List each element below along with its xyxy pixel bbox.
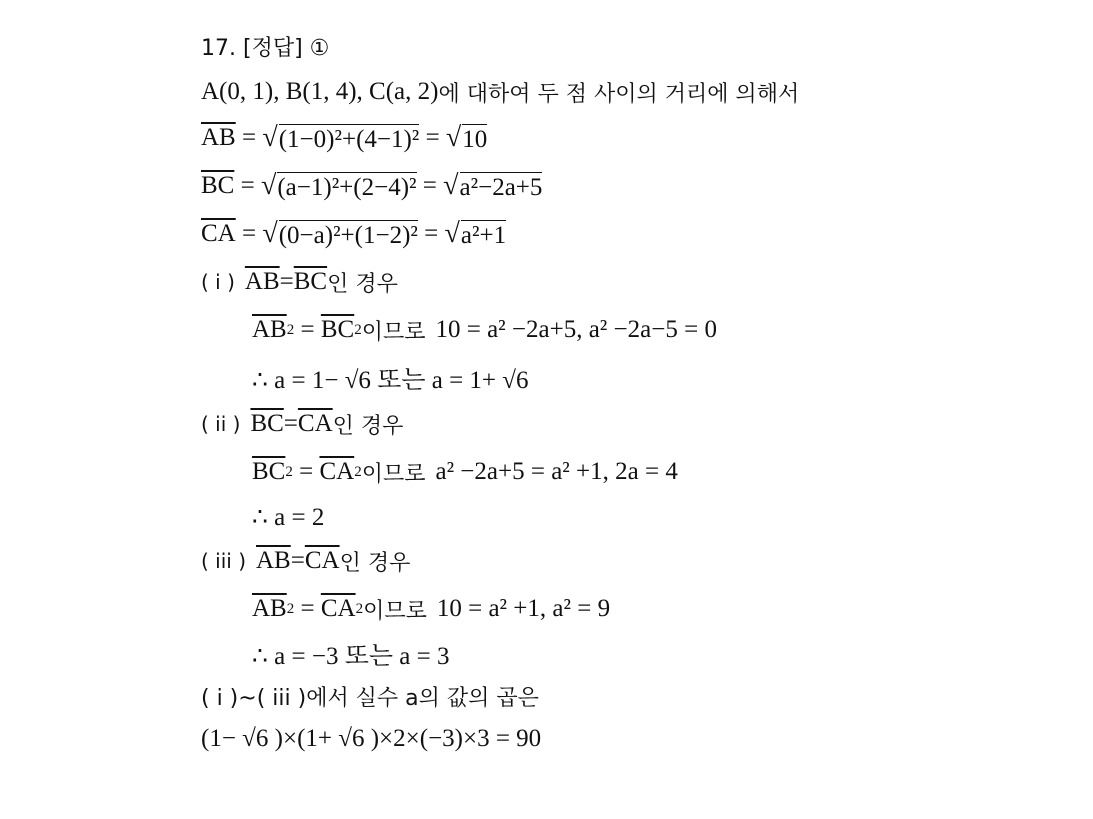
problem-title: 17. [정답] ① bbox=[201, 35, 330, 61]
ab-expression: √ (1−0)²+(4−1)² bbox=[278, 126, 420, 153]
ca-sqrt bbox=[262, 218, 418, 250]
bc-sqrt bbox=[261, 170, 417, 202]
case-2-step-equation: a² −2a+5 = a² +1, 2a = 4 bbox=[435, 458, 678, 485]
case-3-label: ( iii ) bbox=[201, 549, 246, 573]
ca-distance-line: $\overline{CA}$ = √ (0−a)²+(1−2)² = √ a²+1 bbox=[201, 214, 506, 254]
case-3-right: $\overline{CA}$ bbox=[304, 547, 340, 574]
case-2-left: $\overline{BC}$ bbox=[250, 410, 284, 437]
case-2-step-text: 이므로 bbox=[361, 461, 426, 487]
ab-result-sqrt bbox=[446, 122, 487, 154]
case-3-step-text: 이므로 bbox=[363, 598, 427, 624]
given-line bbox=[201, 72, 799, 112]
ca-segment: $\overline{CA}$ bbox=[201, 220, 236, 247]
case-2-step-right: $\overline{CA}$ bbox=[319, 458, 355, 485]
case-2-label: ( ii ) bbox=[201, 412, 241, 436]
case-1-step-text: 이므로 bbox=[361, 319, 426, 345]
case-1-header: ( i ) $\overline{AB}$ = $\overline{BC}$ 인 경우 bbox=[201, 268, 398, 297]
ca-result: √ a²+1 bbox=[460, 222, 507, 249]
case-3-text: 인 경우 bbox=[339, 550, 411, 576]
ca-result-sqrt bbox=[445, 218, 507, 250]
ca-expression: √ (0−a)²+(1−2)² bbox=[278, 222, 418, 249]
case-1-text: 인 경우 bbox=[327, 271, 398, 297]
case-1-step-right: $\overline{BC}$ bbox=[320, 316, 355, 343]
case-3-therefore: ∴ a = −3 또는 a = 3 bbox=[252, 643, 450, 670]
case-3-step-equation: 10 = a² +1, a² = 9 bbox=[436, 595, 611, 622]
case-1-step: $\overline{AB}$ 2 = $\overline{BC}$ 2 이므로 10 = a² −2a+5, a² −2a−5 = 0 bbox=[252, 316, 717, 345]
case-1-label: ( i ) bbox=[201, 270, 235, 294]
case-2-header: ( ii ) $\overline{BC}$ = $\overline{CA}$ 인 경우 bbox=[201, 410, 404, 439]
ab-distance-line: $\overline{AB}$ = √ (1−0)²+(4−1)² = √ 10 bbox=[201, 118, 487, 158]
case-3-step-right: $\overline{CA}$ bbox=[320, 595, 356, 622]
case-3-step: $\overline{AB}$ 2 = $\overline{CA}$ 2 이므로 10 = a² +1, a² = 9 bbox=[252, 595, 611, 624]
given-text: 에 대하여 두 점 사이의 거리에 의해서 bbox=[438, 81, 800, 107]
bc-result-sqrt bbox=[443, 170, 542, 202]
ab-segment: $\overline{AB}$ bbox=[201, 124, 236, 151]
given-points: A(0, 1), B(1, 4), C(a, 2) bbox=[201, 78, 439, 105]
bc-distance-line: $\overline{BC}$ = √ (a−1)²+(2−4)² = √ a²−2a+5 bbox=[201, 166, 542, 206]
case-3-step-left: $\overline{AB}$ bbox=[252, 595, 287, 622]
case-1-right: $\overline{BC}$ bbox=[293, 268, 328, 295]
case-3-left: $\overline{AB}$ bbox=[256, 547, 291, 574]
bc-segment: $\overline{BC}$ bbox=[201, 172, 235, 199]
case-2-text: 인 경우 bbox=[332, 413, 404, 439]
case-1-step-left: $\overline{AB}$ bbox=[252, 316, 287, 343]
bc-expression: √ (a−1)²+(2−4)² bbox=[277, 174, 417, 201]
case-2-right: $\overline{CA}$ bbox=[297, 410, 333, 437]
case-1-left: $\overline{AB}$ bbox=[244, 268, 280, 295]
bc-result: √ a²−2a+5 bbox=[459, 174, 543, 201]
case-2-therefore: ∴ a = 2 bbox=[252, 504, 325, 531]
case-1-therefore: ∴ a = 1− √6 또는 a = 1+ √6 bbox=[252, 367, 529, 394]
case-1-step-equation: 10 = a² −2a+5, a² −2a−5 = 0 bbox=[435, 316, 717, 343]
case-2-step: $\overline{BC}$ 2 = $\overline{CA}$ 2 이므로 a² −2a+5 = a² +1, 2a = 4 bbox=[252, 458, 678, 487]
case-2-step-left: $\overline{BC}$ bbox=[252, 458, 286, 485]
conclusion-text: ( i )~( iii )에서 실수 a의 값의 곱은 bbox=[201, 685, 539, 711]
conclusion-product: (1− √6 )×(1+ √6 )×2×(−3)×3 = 90 bbox=[201, 725, 542, 752]
ab-result: √ 10 bbox=[462, 126, 488, 153]
ab-sqrt bbox=[262, 122, 419, 154]
case-3-header: ( iii ) $\overline{AB}$ = $\overline{CA}$ 인 경우 bbox=[201, 547, 411, 576]
